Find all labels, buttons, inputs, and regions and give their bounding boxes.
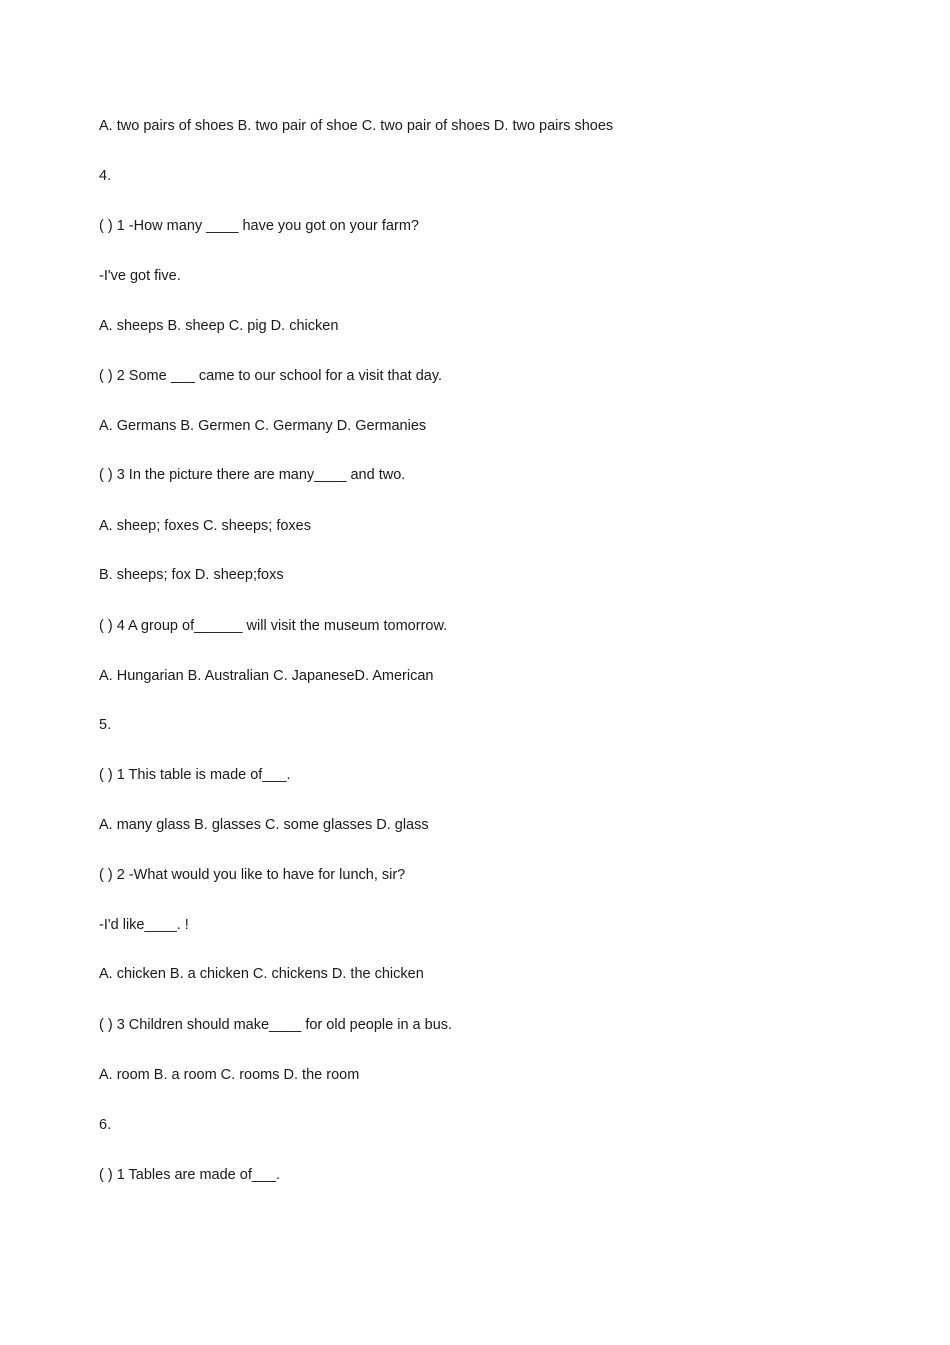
section-number: 4. <box>99 168 112 184</box>
answer-options-line: A. two pairs of shoes B. two pair of shoe C. two pair of shoes D. two pairs shoes <box>99 118 614 134</box>
answer-options-line: B. sheeps; fox D. sheep;foxs <box>99 567 284 583</box>
answer-options-line: A. chicken B. a chicken C. chickens D. the chicken <box>99 966 424 982</box>
answer-options-line: A. many glass B. glasses C. some glasses D. glass <box>99 817 429 833</box>
answer-options-line: A. Hungarian B. Australian C. JapaneseD. American <box>99 668 434 684</box>
answer-options-line: A. sheeps B. sheep C. pig D. chicken <box>99 318 339 334</box>
section-number: 6. <box>99 1117 112 1133</box>
question-line: ( ) 3 In the picture there are many____ and two. <box>99 467 406 483</box>
question-line: ( ) 1 Tables are made of___. <box>99 1167 281 1183</box>
question-line: ( ) 1 This table is made of___. <box>99 767 291 783</box>
question-line: ( ) 2 -What would you like to have for lunch, sir? <box>99 867 406 883</box>
dialogue-line: -I've got five. <box>99 268 181 284</box>
question-line: ( ) 2 Some ___ came to our school for a visit that day. <box>99 368 443 384</box>
question-line: ( ) 1 -How many ____ have you got on your farm? <box>99 218 419 234</box>
question-line: ( ) 4 A group of______ will visit the museum tomorrow. <box>99 618 448 634</box>
answer-options-line: A. room B. a room C. rooms D. the room <box>99 1067 360 1083</box>
answer-options-line: A. sheep; foxes C. sheeps; foxes <box>99 518 311 534</box>
answer-options-line: A. Germans B. Germen C. Germany D. Germanies <box>99 418 427 434</box>
dialogue-line: -I'd like____. ! <box>99 917 189 933</box>
section-number: 5. <box>99 717 112 733</box>
question-line: ( ) 3 Children should make____ for old people in a bus. <box>99 1017 453 1033</box>
